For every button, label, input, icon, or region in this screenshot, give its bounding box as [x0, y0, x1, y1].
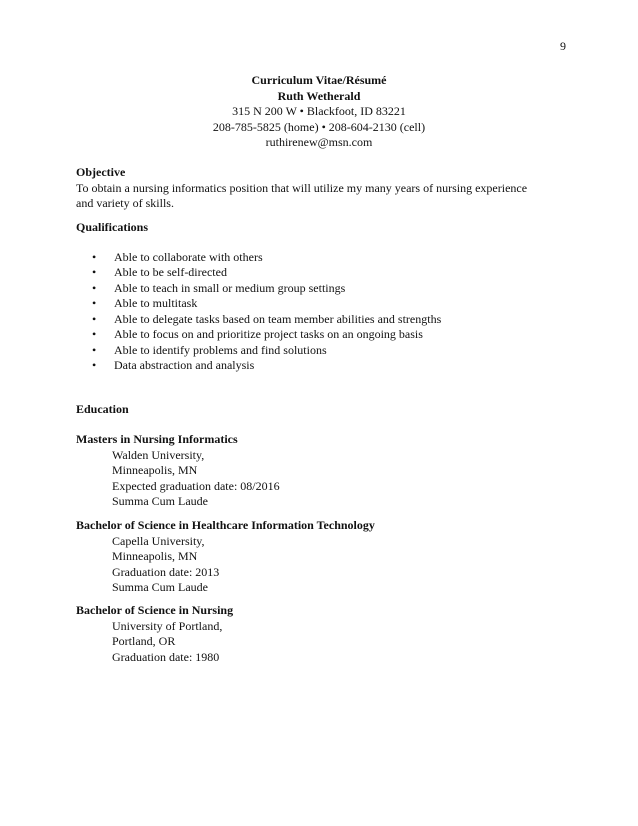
- objective-text-line-2: and variety of skills.: [76, 196, 174, 210]
- list-item: • Able to multitask: [92, 296, 198, 310]
- degree-detail: Minneapolis, MN: [112, 463, 198, 477]
- list-item: • Able to teach in small or medium group settings: [92, 280, 346, 295]
- degree-title: Bachelor of Science in Nursing: [76, 603, 234, 617]
- candidate-name: Ruth Wetherald: [277, 88, 361, 103]
- degree-title: Bachelor of Science in Healthcare Information Technology: [76, 518, 375, 532]
- resume-header: [0, 73, 638, 151]
- bullet-icon: •: [92, 327, 97, 341]
- bullet-icon: •: [92, 249, 97, 264]
- bullet-icon: •: [92, 311, 97, 326]
- list-item: • Able to be self-directed: [92, 265, 227, 279]
- degree-detail: Expected graduation date: 08/2016: [112, 478, 280, 493]
- phone-numbers: 208-785-5825 (home) • 208-604-2130 (cell): [212, 119, 426, 134]
- objective-section: [76, 165, 556, 212]
- list-item: • Data abstraction and analysis: [92, 358, 255, 372]
- list-item: • Able to identify problems and find solutions: [92, 342, 327, 357]
- qualifications-list: [76, 250, 556, 374]
- list-item: • Able to collaborate with others: [92, 249, 263, 264]
- degree-detail: Walden University,: [112, 447, 205, 462]
- degree-detail: Summa Cum Laude: [112, 494, 208, 508]
- degree-detail: Graduation date: 2013: [112, 564, 220, 579]
- objective-heading: Objective: [76, 165, 126, 179]
- bullet-icon: •: [92, 358, 97, 372]
- email-address: ruthirenew@msn.com: [265, 135, 373, 149]
- degree-detail: Capella University,: [112, 533, 205, 548]
- education-heading: Education: [76, 402, 129, 416]
- degree-detail: Graduation date: 1980: [112, 649, 220, 664]
- degree-detail: Portland, OR: [112, 634, 176, 648]
- degree-block: [76, 603, 556, 665]
- degree-block: [76, 518, 556, 596]
- qualifications-heading: Qualifications: [76, 220, 149, 234]
- degree-detail: Minneapolis, MN: [112, 549, 198, 563]
- education-section: [76, 402, 556, 418]
- degree-block: [76, 432, 556, 510]
- bullet-icon: •: [92, 265, 97, 279]
- document-title: Curriculum Vitae/Résumé: [251, 73, 387, 87]
- bullet-icon: •: [92, 296, 97, 310]
- bullet-icon: •: [92, 342, 97, 357]
- qualifications-section: [76, 220, 556, 374]
- degree-detail: Summa Cum Laude: [112, 580, 208, 594]
- list-item: • Able to focus on and prioritize project tasks on an ongoing basis: [92, 327, 423, 341]
- bullet-icon: •: [92, 280, 97, 295]
- page-number: 9: [560, 39, 566, 53]
- degree-detail: University of Portland,: [112, 618, 223, 633]
- degree-title: Masters in Nursing Informatics: [76, 432, 238, 446]
- list-item: • Able to delegate tasks based on team member abilities and strengths: [92, 311, 442, 326]
- objective-text-line-1: To obtain a nursing informatics position that will utilize my many years of nursing experience: [76, 180, 528, 195]
- address: 315 N 200 W • Blackfoot, ID 83221: [232, 104, 406, 118]
